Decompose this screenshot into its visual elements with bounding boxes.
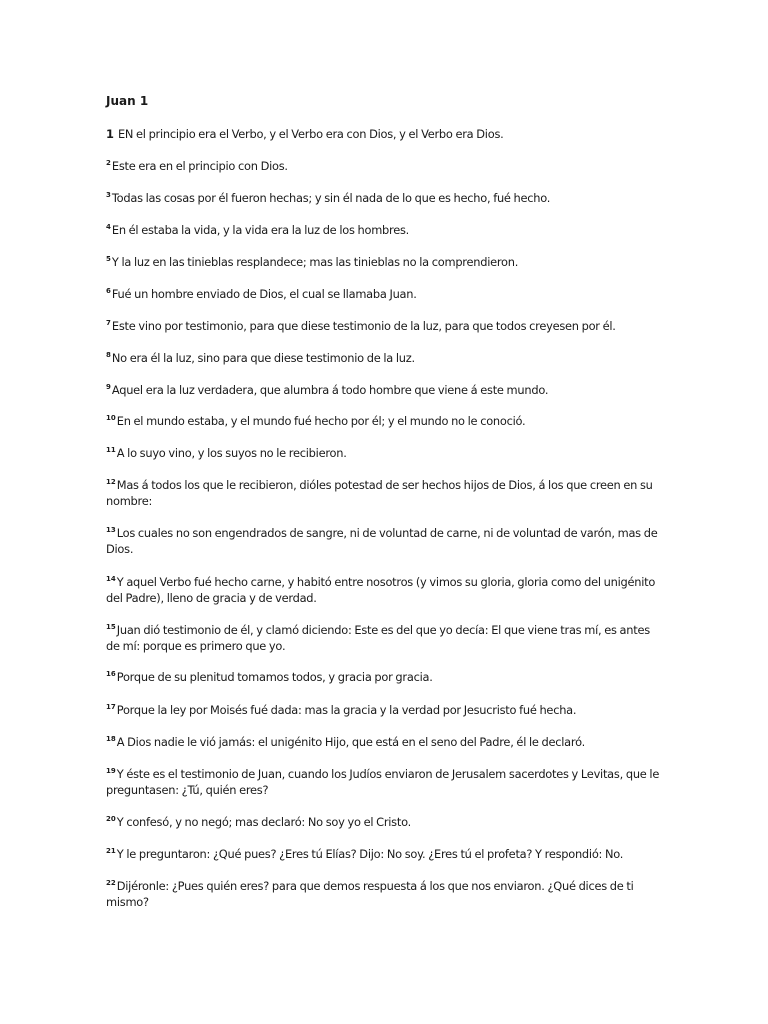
verse-number: 16 bbox=[106, 670, 116, 679]
verse-text: Mas á todos los que le recibieron, dióles potestad de ser hechos hijos de Dios, á los que creen en su nombre: bbox=[106, 478, 653, 508]
verse-text: Porque la ley por Moisés fué dada: mas la gracia y la verdad por Jesucristo fué hecha. bbox=[116, 703, 577, 717]
verse-text: Y confesó, y no negó; mas declaró: No soy yo el Cristo. bbox=[116, 815, 411, 829]
verse-8 bbox=[106, 350, 666, 366]
verse-text: Fué un hombre enviado de Dios, el cual se llamaba Juan. bbox=[111, 287, 417, 301]
verse-number: 3 bbox=[106, 191, 111, 200]
verse-number: 1 bbox=[106, 127, 114, 141]
verse-number: 10 bbox=[106, 414, 116, 423]
verse-number: 13 bbox=[106, 526, 116, 535]
verse-text: EN el principio era el Verbo, y el Verbo era con Dios, y el Verbo era Dios. bbox=[117, 127, 504, 141]
verse-18 bbox=[106, 734, 666, 750]
verse-20 bbox=[106, 814, 666, 830]
verse-17 bbox=[106, 702, 666, 718]
verse-number: 20 bbox=[106, 815, 116, 824]
verse-number: 5 bbox=[106, 255, 111, 264]
verse-number: 8 bbox=[106, 351, 111, 360]
verse-7 bbox=[106, 318, 666, 334]
verse-number: 19 bbox=[106, 767, 116, 776]
verse-text: Todas las cosas por él fueron hechas; y sin él nada de lo que es hecho, fué hecho. bbox=[111, 191, 551, 205]
verse-number: 11 bbox=[106, 446, 116, 455]
verse-number: 22 bbox=[106, 879, 116, 888]
verse-text: Dijéronle: ¿Pues quién eres? para que demos respuesta á los que nos enviaron. ¿Qué dices de ti mismo? bbox=[106, 879, 634, 909]
verse-text: Y la luz en las tinieblas resplandece; mas las tinieblas no la comprendieron. bbox=[111, 255, 519, 269]
verse-14 bbox=[106, 574, 666, 606]
chapter-title: Juan 1 bbox=[106, 94, 149, 108]
verse-22 bbox=[106, 878, 666, 910]
verse-text: Aquel era la luz verdadera, que alumbra á todo hombre que viene á este mundo. bbox=[111, 383, 549, 397]
verse-text: A Dios nadie le vió jamás: el unigénito Hijo, que está en el seno del Padre, él le declaró. bbox=[116, 735, 585, 749]
verse-text: Y aquel Verbo fué hecho carne, y habitó entre nosotros (y vimos su gloria, gloria como del unigénito del Padre), lleno de gracia y de verdad. bbox=[106, 575, 656, 605]
verse-6 bbox=[106, 286, 666, 302]
verse-text: Este era en el principio con Dios. bbox=[111, 159, 288, 173]
verse-text: En él estaba la vida, y la vida era la luz de los hombres. bbox=[111, 223, 410, 237]
verse-number: 2 bbox=[106, 159, 111, 168]
verse-15 bbox=[106, 622, 666, 654]
verse-5 bbox=[106, 254, 666, 270]
verse-text: Y éste es el testimonio de Juan, cuando los Judíos enviaron de Jerusalem sacerdotes y Levitas, que le preguntasen: ¿Tú, quién eres? bbox=[106, 767, 660, 797]
verse-1 bbox=[106, 126, 666, 142]
verse-9 bbox=[106, 382, 666, 398]
verse-text: No era él la luz, sino para que diese testimonio de la luz. bbox=[111, 351, 415, 365]
verse-text: Los cuales no son engendrados de sangre, ni de voluntad de carne, ni de voluntad de varón, mas de Dios. bbox=[106, 526, 658, 556]
verse-16 bbox=[106, 669, 666, 685]
verse-number: 17 bbox=[106, 703, 116, 712]
verse-19 bbox=[106, 766, 666, 798]
verse-number: 6 bbox=[106, 287, 111, 296]
verse-13 bbox=[106, 525, 666, 557]
verse-2 bbox=[106, 158, 666, 174]
verse-number: 12 bbox=[106, 478, 116, 487]
verse-11 bbox=[106, 445, 666, 461]
verse-text: Este vino por testimonio, para que diese testimonio de la luz, para que todos creyesen por él. bbox=[111, 319, 616, 333]
verse-text: A lo suyo vino, y los suyos no le recibieron. bbox=[116, 446, 347, 460]
verse-number: 4 bbox=[106, 223, 111, 232]
verse-text: Porque de su plenitud tomamos todos, y gracia por gracia. bbox=[116, 670, 433, 684]
verse-21 bbox=[106, 846, 666, 862]
verse-text: Juan dió testimonio de él, y clamó diciendo: Este es del que yo decía: El que viene tras mí, es antes de mí: porque es primero que yo. bbox=[106, 623, 650, 653]
verse-4 bbox=[106, 222, 666, 238]
verse-number: 15 bbox=[106, 623, 116, 632]
verse-number: 14 bbox=[106, 575, 116, 584]
verse-number: 9 bbox=[106, 383, 111, 392]
verse-3 bbox=[106, 190, 666, 206]
verse-text: Y le preguntaron: ¿Qué pues? ¿Eres tú Elías? Dijo: No soy. ¿Eres tú el profeta? Y respondió: No. bbox=[116, 847, 624, 861]
verse-12 bbox=[106, 477, 666, 509]
verse-number: 21 bbox=[106, 847, 116, 856]
verse-number: 7 bbox=[106, 319, 111, 328]
verse-10 bbox=[106, 413, 666, 429]
verse-number: 18 bbox=[106, 735, 116, 744]
verse-text: En el mundo estaba, y el mundo fué hecho por él; y el mundo no le conoció. bbox=[116, 414, 526, 428]
